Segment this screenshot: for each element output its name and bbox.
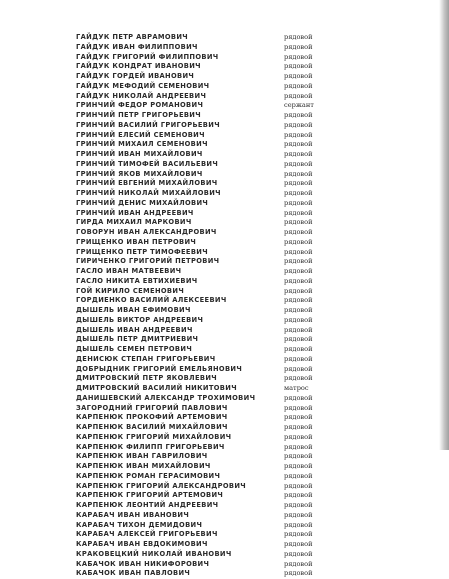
- soldier-rank: рядовой: [284, 393, 313, 402]
- soldier-rank: рядовой: [284, 52, 313, 61]
- soldier-rank: рядовой: [284, 403, 313, 412]
- soldier-rank: рядовой: [284, 471, 313, 480]
- soldier-name: ДЫШЕЛЬ СЕМЕН ПЕТРОВИЧ: [76, 345, 193, 353]
- soldier-name: КАРАБАЧ АЛЕКСЕЙ ГРИГОРЬЕВИЧ: [76, 530, 218, 539]
- soldier-name: ДМИТРОВСКИЙ ВАСИЛИЙ НИКИТОВИЧ: [76, 384, 237, 392]
- soldier-name: ГОЙ КИРИЛО СЕМЕНОВИЧ: [76, 286, 185, 295]
- roster-entry: [76, 160, 338, 170]
- soldier-rank: рядовой: [284, 364, 313, 373]
- roster-entry: [76, 111, 338, 121]
- roster-entry: [76, 209, 338, 219]
- roster-entry: [76, 452, 338, 462]
- soldier-rank: рядовой: [284, 315, 313, 324]
- soldier-rank: рядовой: [284, 540, 313, 548]
- roster-entry: [76, 199, 338, 209]
- soldier-rank: рядовой: [284, 481, 313, 490]
- soldier-name: КАБАЧОК ИВАН ПАВЛОВИЧ: [76, 569, 191, 578]
- soldier-rank: рядовой: [284, 81, 313, 90]
- soldier-rank: рядовой: [284, 413, 313, 422]
- soldier-rank: рядовой: [284, 130, 313, 139]
- roster-entry: [76, 218, 338, 228]
- soldier-rank: рядовой: [284, 335, 313, 344]
- soldier-name: КАРПЕНЮК РОМАН ГЕРАСИМОВИЧ: [76, 471, 221, 480]
- soldier-rank: рядовой: [284, 169, 313, 178]
- roster-entry: [76, 92, 338, 102]
- soldier-name: ДЫШЕЛЬ ПЕТР ДМИТРИЕВИЧ: [76, 335, 199, 344]
- roster-entry: [76, 170, 338, 180]
- soldier-rank: рядовой: [284, 159, 313, 168]
- roster-entry: [76, 462, 338, 472]
- soldier-rank: рядовой: [284, 150, 313, 158]
- soldier-name: ДЫШЕЛЬ ИВАН ЕФИМОВИЧ: [76, 306, 191, 314]
- soldier-rank: рядовой: [284, 33, 313, 41]
- soldier-name: КАРПЕНЮК ЛЕОНТИЙ АНДРЕЕВИЧ: [76, 501, 219, 509]
- soldier-name: ГАСЛО НИКИТА ЕВТИХИЕВИЧ: [76, 276, 198, 285]
- soldier-name: ГРИНЧИЙ ЕВГЕНИЙ МИХАЙЛОВИЧ: [76, 179, 218, 188]
- roster-entry: [76, 72, 338, 82]
- soldier-name: КАРПЕНЮК ВАСИЛИЙ МИХАЙЛОВИЧ: [76, 423, 228, 431]
- soldier-name: ДЫШЕЛЬ ИВАН АНДРЕЕВИЧ: [76, 325, 193, 334]
- roster-entry: [76, 560, 338, 570]
- soldier-rank: рядовой: [284, 42, 313, 51]
- roster-entry: [76, 404, 338, 414]
- page-edge-shadow: [439, 0, 449, 450]
- soldier-name: КАРПЕНЮК ФИЛИПП ГРИГОРЬЕВИЧ: [76, 442, 225, 451]
- roster-entry: [76, 140, 338, 150]
- soldier-rank: рядовой: [284, 354, 313, 363]
- roster-entry: [76, 491, 338, 501]
- soldier-rank: рядовой: [284, 120, 313, 129]
- soldier-rank: рядовой: [284, 198, 313, 207]
- roster-entry: [76, 33, 338, 43]
- soldier-name: ДОБРЫДНИК ГРИГОРИЙ ЕМЕЛЬЯНОВИЧ: [76, 364, 243, 373]
- soldier-name: КАРПЕНЮК ИВАН МИХАЙЛОВИЧ: [76, 462, 211, 470]
- roster-entry: [76, 228, 338, 238]
- soldier-rank: рядовой: [284, 72, 313, 80]
- soldier-name: КАРАБАЧ ИВАН ИВАНОВИЧ: [76, 510, 190, 519]
- soldier-name: ГОВОРУН ИВАН АЛЕКСАНДРОВИЧ: [76, 228, 217, 236]
- soldier-name: ГАЙДУК ИВАН ФИЛИППОВИЧ: [76, 42, 198, 51]
- roster-entry: [76, 472, 338, 482]
- soldier-rank: рядовой: [284, 218, 313, 227]
- roster-entry: [76, 257, 338, 267]
- roster-list: [76, 33, 338, 579]
- soldier-rank: рядовой: [284, 247, 313, 256]
- soldier-rank: сержант: [284, 101, 314, 110]
- soldier-name: ГАСЛО ИВАН МАТВЕЕВИЧ: [76, 267, 182, 275]
- roster-entry: [76, 511, 338, 521]
- soldier-rank: рядовой: [284, 111, 313, 119]
- roster-entry: [76, 326, 338, 336]
- roster-entry: [76, 316, 338, 326]
- roster-entry: [76, 482, 338, 492]
- soldier-name: ДЫШЕЛЬ ВИКТОР АНДРЕЕВИЧ: [76, 315, 204, 324]
- soldier-name: ГРИНЧИЙ ВАСИЛИЙ ГРИГОРЬЕВИЧ: [76, 120, 220, 129]
- soldier-name: ДАНИШЕВСКИЙ АЛЕКСАНДР ТРОХИМОВИЧ: [76, 393, 256, 402]
- soldier-name: ГРИНЧИЙ ЕЛЕСИЙ СЕМЕНОВИЧ: [76, 130, 205, 139]
- roster-entry: [76, 521, 338, 531]
- soldier-rank: рядовой: [284, 208, 313, 217]
- roster-entry: [76, 101, 338, 111]
- soldier-rank: рядовой: [284, 520, 313, 529]
- roster-entry: [76, 43, 338, 53]
- soldier-name: ГРИНЧИЙ ЯКОВ МИХАЙЛОВИЧ: [76, 169, 203, 178]
- roster-entry: [76, 238, 338, 248]
- roster-entry: [76, 394, 338, 404]
- soldier-name: КАБАЧОК ИВАН НИКИФОРОВИЧ: [76, 559, 210, 568]
- soldier-name: ДЕНИСЮК СТЕПАН ГРИГОРЬЕВИЧ: [76, 354, 216, 363]
- soldier-name: ГИРИЧЕНКО ГРИГОРИЙ ПЕТРОВИЧ: [76, 257, 220, 266]
- soldier-rank: рядовой: [284, 306, 313, 314]
- soldier-name: КАРПЕНЮК ГРИГОРИЙ АЛЕКСАНДРОВИЧ: [76, 481, 247, 490]
- soldier-rank: рядовой: [284, 510, 313, 519]
- soldier-rank: рядовой: [284, 267, 313, 275]
- soldier-rank: рядовой: [284, 325, 313, 334]
- roster-entry: [76, 550, 338, 560]
- soldier-name: ГРИНЧИЙ НИКОЛАЙ МИХАЙЛОВИЧ: [76, 189, 221, 197]
- soldier-name: ГАЙДУК ГРИГОРИЙ ФИЛИППОВИЧ: [76, 52, 219, 61]
- roster-entry: [76, 62, 338, 72]
- soldier-rank: рядовой: [284, 491, 313, 500]
- soldier-rank: рядовой: [284, 257, 313, 266]
- roster-entry: [76, 530, 338, 540]
- soldier-name: ГАЙДУК КОНДРАТ ИВАНОВИЧ: [76, 62, 201, 71]
- soldier-name: ГАЙДУК НИКОЛАЙ АНДРЕЕВИЧ: [76, 91, 207, 100]
- soldier-name: КАРАБАЧ ИВАН ЕВДОКИМОВИЧ: [76, 540, 208, 548]
- soldier-rank: рядовой: [284, 559, 313, 568]
- roster-entry: [76, 345, 338, 355]
- roster-entry: [76, 189, 338, 199]
- soldier-name: ГАЙДУК ГОРДЕЙ ИВАНОВИЧ: [76, 72, 195, 80]
- soldier-rank: рядовой: [284, 189, 313, 197]
- soldier-name: КАРПЕНЮК ГРИГОРИЙ АРТЕМОВИЧ: [76, 491, 224, 500]
- soldier-rank: рядовой: [284, 179, 313, 188]
- soldier-rank: рядовой: [284, 501, 313, 509]
- roster-entry: [76, 267, 338, 277]
- soldier-name: КАРАБАЧ ТИХОН ДЕМИДОВИЧ: [76, 520, 203, 529]
- roster-entry: [76, 131, 338, 141]
- soldier-rank: рядовой: [284, 228, 313, 236]
- roster-entry: [76, 306, 338, 316]
- soldier-name: ГРИНЧИЙ МИХАИЛ СЕМЕНОВИЧ: [76, 140, 208, 149]
- roster-entry: [76, 287, 338, 297]
- soldier-rank: рядовой: [284, 423, 313, 431]
- soldier-rank: рядовой: [284, 62, 313, 71]
- soldier-name: КАРПЕНЮК ГРИГОРИЙ МИХАЙЛОВИЧ: [76, 432, 232, 441]
- roster-entry: [76, 384, 338, 394]
- roster-entry: [76, 335, 338, 345]
- soldier-name: КАРПЕНЮК ИВАН ГАВРИЛОВИЧ: [76, 452, 208, 461]
- roster-entry: [76, 374, 338, 384]
- soldier-name: ГРИЩЕНКО ИВАН ПЕТРОВИЧ: [76, 237, 197, 246]
- soldier-name: ГРИНЧИЙ ФЕДОР РОМАНОВИЧ: [76, 101, 204, 110]
- roster-entry: [76, 53, 338, 63]
- roster-entry: [76, 540, 338, 550]
- roster-entry: [76, 365, 338, 375]
- soldier-name: ГРИНЧИЙ ПЕТР ГРИГОРЬЕВИЧ: [76, 111, 202, 119]
- soldier-rank: рядовой: [284, 140, 313, 149]
- soldier-rank: рядовой: [284, 91, 313, 100]
- roster-entry: [76, 569, 338, 579]
- soldier-name: ГРИНЧИЙ ИВАН МИХАЙЛОВИЧ: [76, 150, 203, 158]
- roster-entry: [76, 296, 338, 306]
- soldier-name: ЗАГОРОДНИЙ ГРИГОРИЙ ПАВЛОВИЧ: [76, 403, 228, 412]
- soldier-name: КАРПЕНЮК ПРОКОФИЙ АРТЕМОВИЧ: [76, 413, 228, 422]
- soldier-rank: рядовой: [284, 442, 313, 451]
- soldier-name: ГАЙДУК ПЕТР АВРАМОВИЧ: [76, 33, 189, 41]
- soldier-rank: рядовой: [284, 452, 313, 461]
- soldier-name: ДМИТРОВСКИЙ ПЕТР ЯКОВЛЕВИЧ: [76, 374, 218, 383]
- soldier-rank: рядовой: [284, 286, 313, 295]
- soldier-rank: рядовой: [284, 296, 313, 305]
- roster-entry: [76, 150, 338, 160]
- roster-entry: [76, 433, 338, 443]
- soldier-rank: рядовой: [284, 549, 313, 558]
- roster-entry: [76, 277, 338, 287]
- soldier-rank: рядовой: [284, 237, 313, 246]
- soldier-rank: рядовой: [284, 276, 313, 285]
- roster-entry: [76, 179, 338, 189]
- soldier-rank: рядовой: [284, 432, 313, 441]
- soldier-name: ГРИЩЕНКО ПЕТР ТИМОФЕЕВИЧ: [76, 247, 208, 256]
- soldier-name: ГРИНЧИЙ ИВАН АНДРЕЕВИЧ: [76, 208, 194, 217]
- roster-entry: [76, 443, 338, 453]
- soldier-name: ГИРДА МИХАИЛ МАРКОВИЧ: [76, 218, 192, 227]
- soldier-rank: рядовой: [284, 345, 313, 353]
- roster-entry: [76, 248, 338, 258]
- soldier-name: ГАЙДУК МЕФОДИЙ СЕМЕНОВИЧ: [76, 81, 210, 90]
- soldier-rank: рядовой: [284, 530, 313, 539]
- roster-entry: [76, 413, 338, 423]
- soldier-name: ГОРДИЕНКО ВАСИЛИЙ АЛЕКСЕЕВИЧ: [76, 296, 227, 305]
- soldier-rank: матрос: [284, 384, 309, 392]
- soldier-name: ГРИНЧИЙ ТИМОФЕЙ ВАСИЛЬЕВИЧ: [76, 159, 219, 168]
- roster-entry: [76, 355, 338, 365]
- soldier-rank: рядовой: [284, 569, 313, 578]
- roster-entry: [76, 423, 338, 433]
- soldier-name: КРАКОВЕЦКИЙ НИКОЛАЙ ИВАНОВИЧ: [76, 549, 232, 558]
- roster-entry: [76, 121, 338, 131]
- soldier-name: ГРИНЧИЙ ДЕНИС МИХАЙЛОВИЧ: [76, 198, 209, 207]
- roster-entry: [76, 82, 338, 92]
- soldier-rank: рядовой: [284, 462, 313, 470]
- soldier-rank: рядовой: [284, 374, 313, 383]
- roster-entry: [76, 501, 338, 511]
